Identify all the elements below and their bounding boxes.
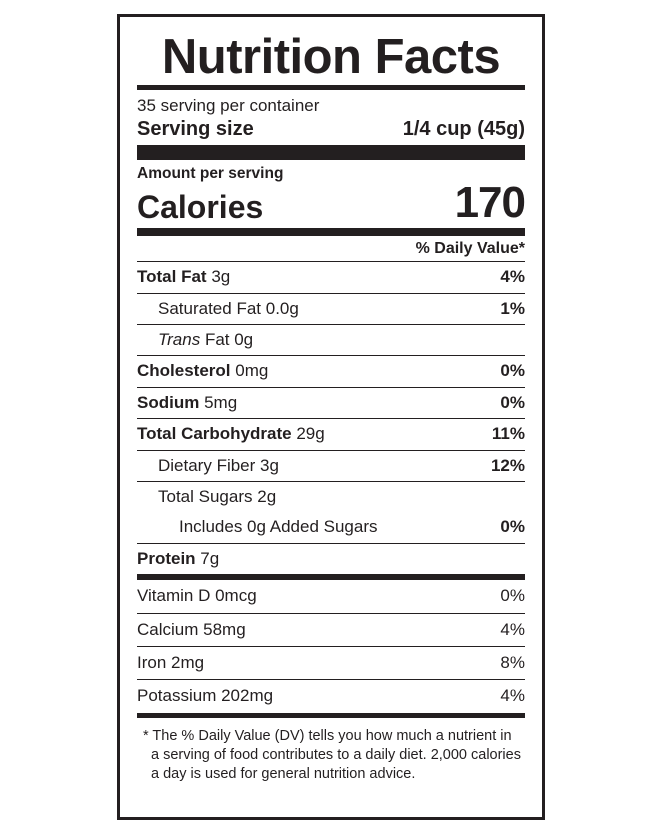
vitamin-dv: 4%	[500, 619, 525, 639]
table-row	[137, 261, 525, 292]
vitamin-dv: 0%	[500, 586, 525, 606]
table-row	[137, 481, 525, 512]
table-row	[137, 646, 525, 679]
vitamin-name: Calcium 58mg	[137, 619, 246, 639]
nutrient-amount: Fat 0g	[204, 330, 254, 350]
calories-value: 170	[454, 178, 525, 228]
table-row	[137, 387, 525, 418]
serving-size-value: 1/4 cup (45g)	[402, 118, 525, 141]
vitamin-dv: 8%	[500, 652, 525, 672]
nutrient-name: Cholesterol	[137, 361, 231, 381]
vitamin-name: Potassium 202mg	[137, 686, 274, 706]
vitamin-name: Vitamin D 0mcg	[137, 586, 257, 606]
nutrient-name: Trans	[158, 330, 201, 350]
table-row	[137, 418, 525, 449]
table-row	[137, 324, 525, 355]
servings-per-container: 35 serving per container	[137, 96, 320, 115]
nutrient-dv: 12%	[490, 455, 525, 475]
nutrient-amount: 0.0g	[265, 298, 299, 318]
vitamin-name: Iron 2mg	[137, 652, 205, 672]
nutrition-facts-label	[117, 14, 545, 820]
nutrient-amount: 0mg	[235, 361, 269, 381]
vitamin-dv: 4%	[500, 686, 525, 706]
nutrient-amount: 29g	[296, 424, 325, 444]
page-title: Nutrition Facts	[161, 30, 501, 84]
nutrient-name: Saturated Fat	[158, 298, 262, 318]
table-row	[137, 543, 525, 574]
daily-value-header: % Daily Value*	[415, 240, 525, 258]
calories-section-divider	[137, 145, 525, 160]
nutrient-dv: 4%	[500, 267, 525, 287]
nutrient-name: Includes 0g Added Sugars	[179, 517, 378, 537]
amount-per-serving-label: Amount per serving	[137, 165, 284, 183]
nutrient-name: Dietary Fiber	[158, 455, 256, 475]
table-row	[137, 355, 525, 386]
table-row	[137, 450, 525, 481]
nutrient-dv: 0%	[500, 517, 525, 537]
nutrient-name: Sodium	[137, 392, 200, 412]
nutrient-amount: 5mg	[204, 392, 238, 412]
nutrient-dv: 0%	[500, 361, 525, 381]
table-row	[137, 512, 525, 542]
nutrient-name: Total Fat	[137, 267, 207, 287]
footnote-text: * The % Daily Value (DV) tells you how much a nutrient in a serving of food contributes to a daily diet. 2,000 calories a day is used for general nutrition advice.	[143, 727, 521, 783]
nutrient-dv: 0%	[500, 392, 525, 412]
table-row	[137, 613, 525, 646]
nutrient-amount: 2g	[257, 486, 277, 506]
nutrient-amount: 3g	[260, 455, 279, 475]
title-divider	[137, 85, 525, 90]
nutrient-amount: 3g	[211, 267, 231, 287]
calories-label: Calories	[137, 189, 264, 226]
daily-value-divider	[137, 228, 525, 236]
nutrient-name: Protein	[137, 548, 196, 568]
nutrient-dv: 1%	[500, 298, 525, 318]
nutrient-dv: 11%	[491, 424, 525, 444]
serving-size-label: Serving size	[137, 118, 254, 141]
calories-row	[137, 178, 525, 228]
serving-size-row	[137, 118, 525, 141]
nutrient-name: Total Carbohydrate	[137, 424, 292, 444]
table-row	[137, 293, 525, 324]
table-row	[137, 574, 525, 612]
nutrient-amount: 7g	[200, 548, 220, 568]
nutrient-name: Total Sugars	[158, 486, 253, 506]
table-row	[137, 679, 525, 712]
